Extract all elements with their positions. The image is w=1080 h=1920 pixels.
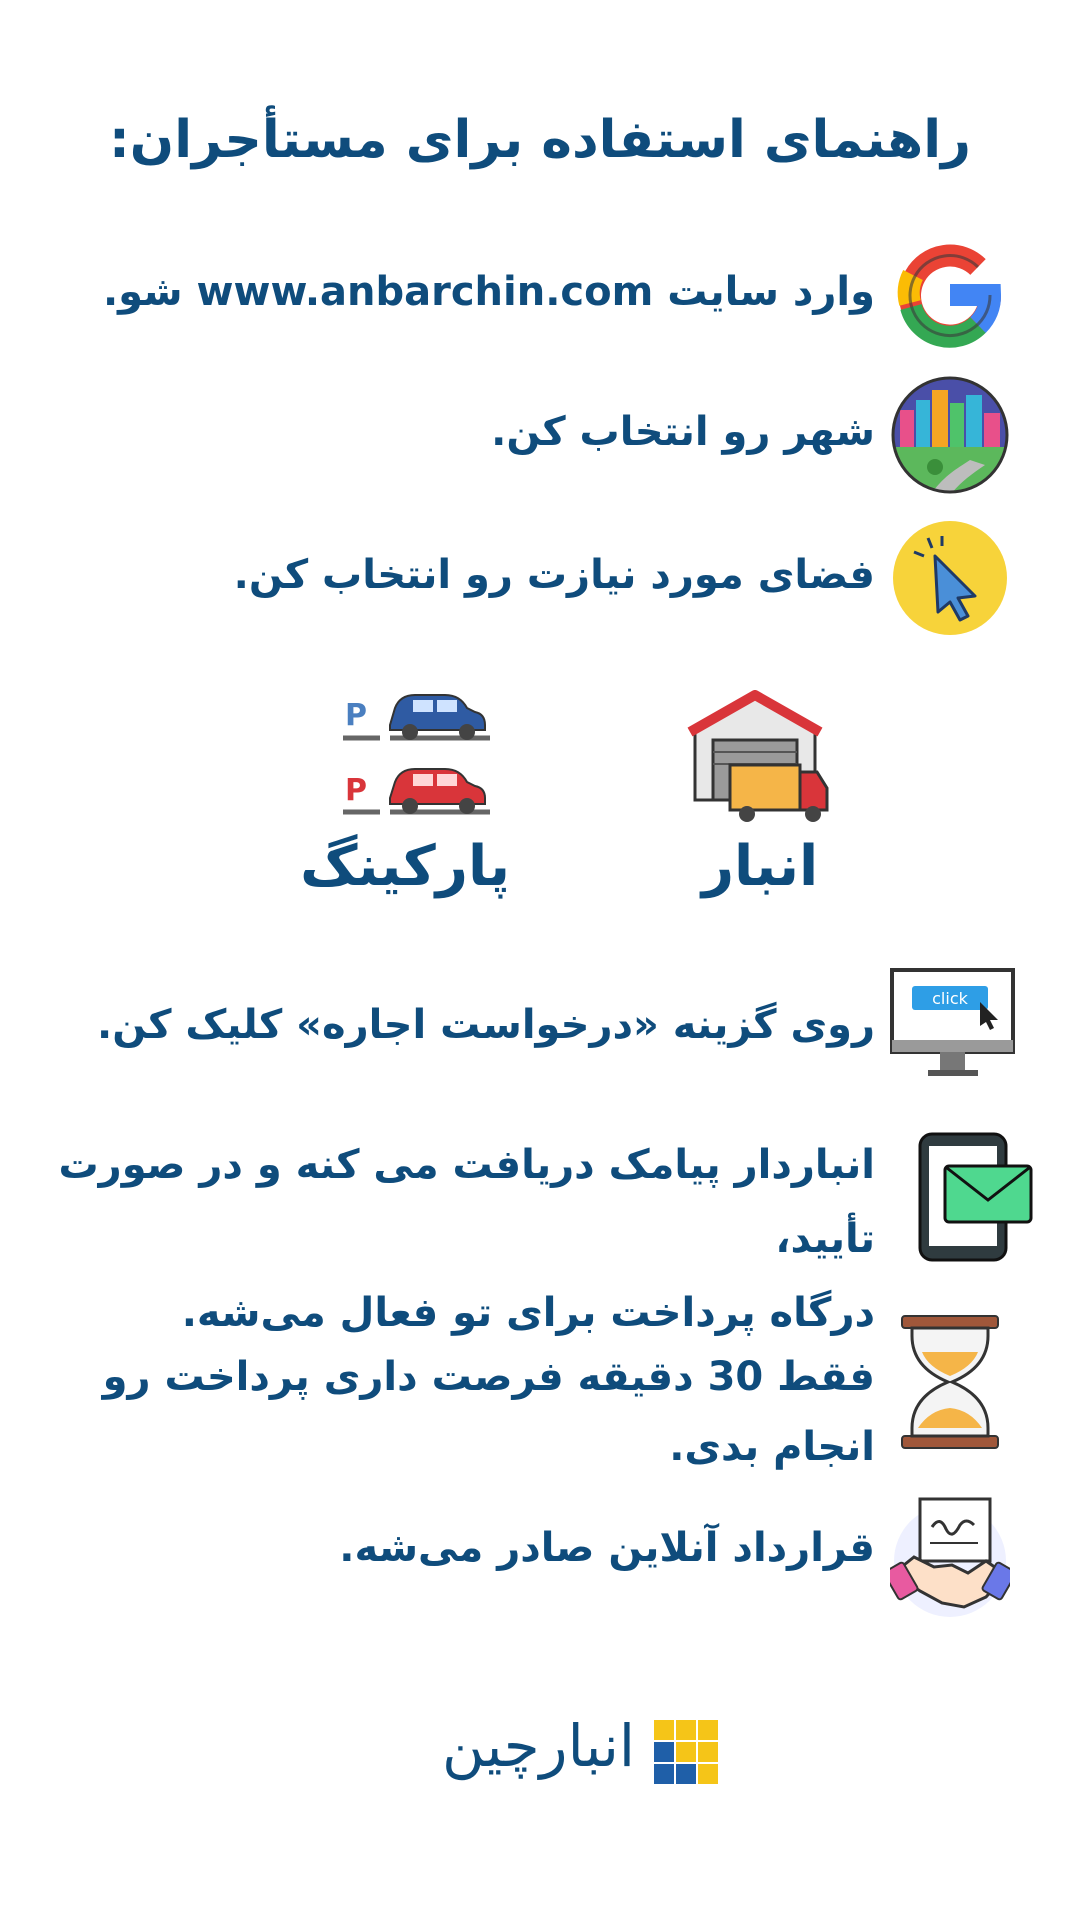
step-select-city (0, 375, 1080, 505)
step-select-space (0, 518, 1080, 648)
parking-cars-icon (320, 680, 510, 834)
step-text: وارد سایت www.anbarchin.com شو. (102, 269, 875, 315)
step-text: قرارداد آنلاین صادر می‌شه. (339, 1525, 875, 1571)
step-sms-payment (0, 1130, 1080, 1336)
category-label: انبار (701, 834, 819, 899)
step-text: فقط 30 دقیقه فرصت داری پرداخت رو انجام بدی. (102, 1354, 875, 1470)
step-text: فضای مورد نیازت رو انتخاب کن. (233, 552, 875, 598)
step-payment-time (0, 1312, 1080, 1470)
step-click-request (0, 968, 1080, 1098)
cursor-click-icon (890, 518, 1010, 638)
step-text: روی گزینه «درخواست اجاره» کلیک کن. (97, 1002, 875, 1048)
click-label: click (932, 989, 968, 1008)
logo-text: انبارچین (442, 1712, 635, 1780)
category-parking (300, 680, 510, 899)
parking-sign: P (345, 698, 367, 733)
hourglass-icon (890, 1312, 1010, 1452)
grid-logo-icon (654, 1720, 718, 1788)
monitor-click-icon (890, 968, 1010, 1088)
step-visit-site (0, 235, 1080, 365)
brand-logo (0, 1712, 1080, 1792)
phone-message-icon (905, 1130, 1035, 1265)
parking-sign: P (345, 773, 367, 808)
google-icon (890, 235, 1010, 355)
step-contract-issued (0, 1495, 1080, 1620)
category-label: پارکینگ (300, 834, 510, 899)
category-warehouse (650, 690, 870, 899)
step-text-line: انباردار پیامک دریافت می کنه و در صورت تأیید، (58, 1142, 875, 1262)
city-icon (890, 375, 1010, 495)
page-title: راهنمای استفاده برای مستأجران: (109, 110, 971, 170)
step-text-line: درگاه پرداخت برای تو فعال می‌شه. (181, 1290, 875, 1336)
handshake-contract-icon (890, 1495, 1010, 1620)
step-text: شهر رو انتخاب کن. (491, 409, 875, 455)
warehouse-truck-icon (650, 690, 870, 834)
